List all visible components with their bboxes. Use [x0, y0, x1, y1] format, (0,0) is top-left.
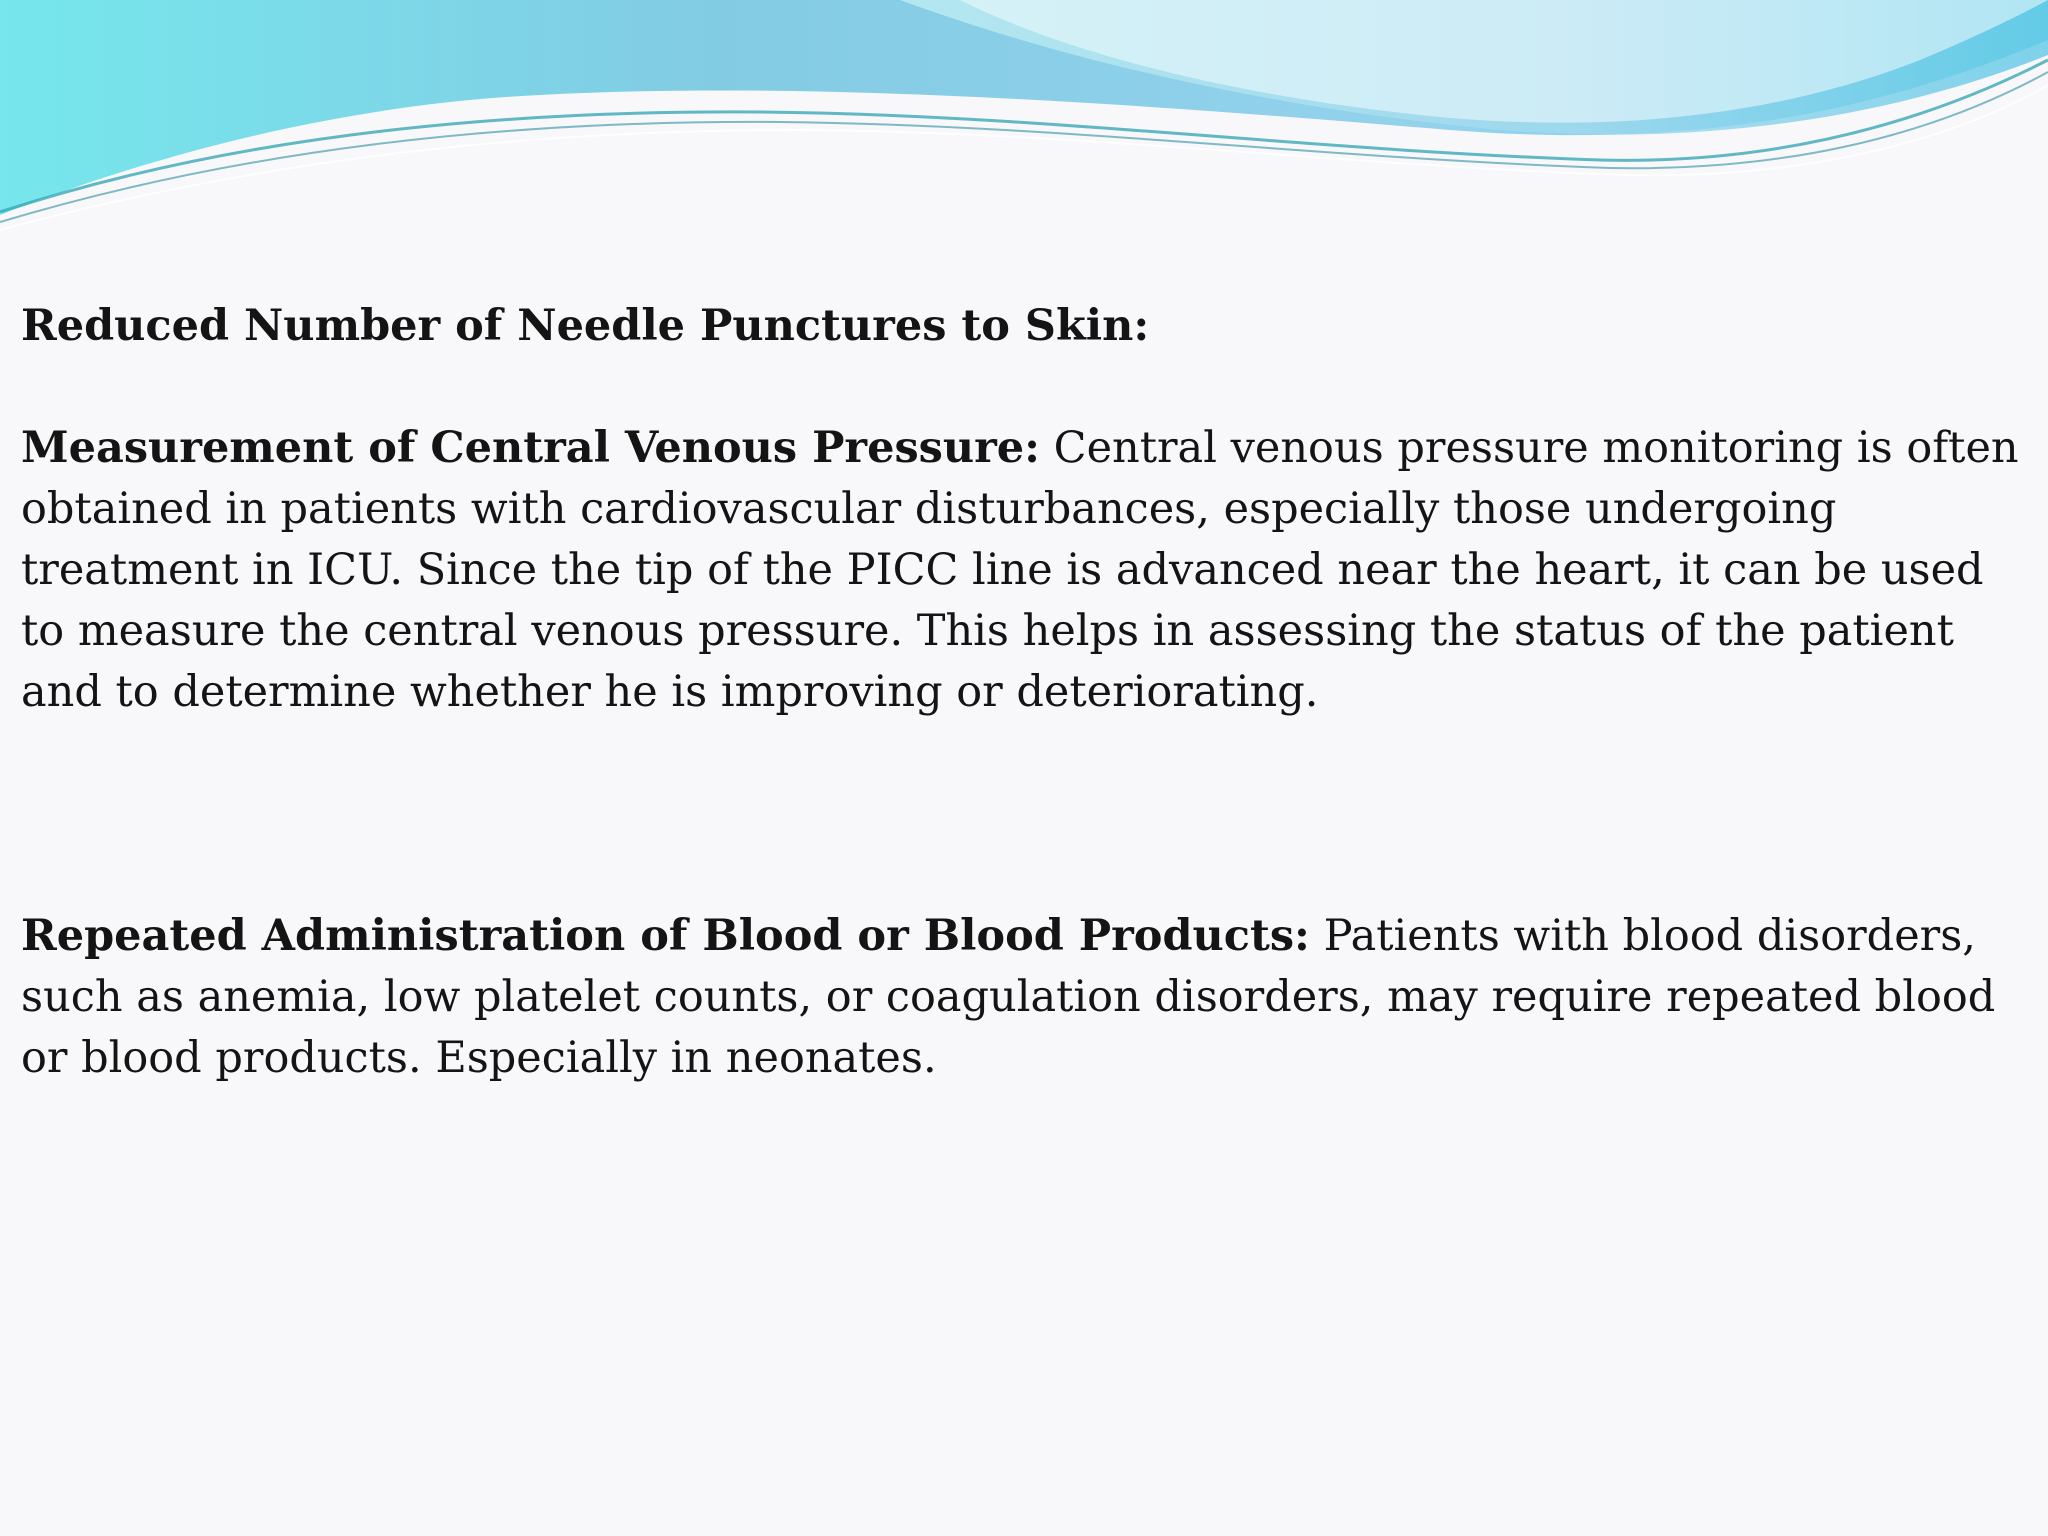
slide-content [21, 296, 2031, 1089]
decorative-wave-header [0, 0, 2048, 240]
section-heading: Repeated Administration of Blood or Blood Products: [21, 911, 1310, 961]
section-needle-punctures [21, 296, 2031, 357]
section-blood-products [21, 906, 2031, 1089]
section-body: Patients with blood disorders, such as anemia, low platelet counts, or coagulation disorders, may require repeated blood or blood products. Especially in neonates. [21, 911, 1996, 1083]
section-body: Central venous pressure monitoring is often obtained in patients with cardiovascular disturbances, especially those undergoing treatment in ICU. Since the tip of the PICC line is advanced near the heart, it can be used to measure the central venous pressure. This helps in assessing the status of the patient and to determine whether he is improving or deteriorating. [21, 423, 2019, 717]
section-heading: Measurement of Central Venous Pressure: [21, 423, 1041, 473]
section-central-venous-pressure [21, 418, 2031, 723]
section-heading: Reduced Number of Needle Punctures to Skin: [21, 301, 1150, 351]
